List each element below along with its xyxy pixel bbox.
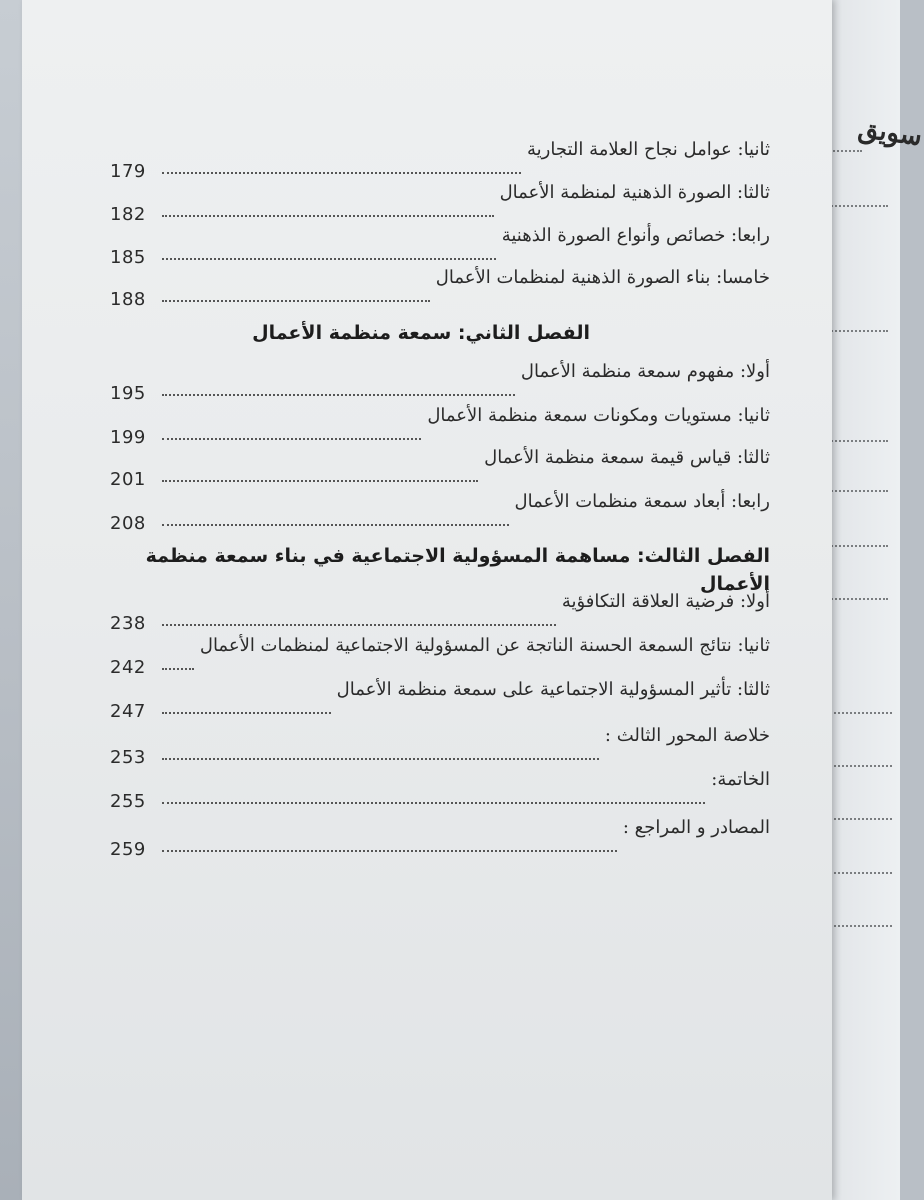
toc-page-number: 253 <box>110 747 146 768</box>
toc-entry-label: ثانيا: عوامل نجاح العلامة التجارية <box>527 139 770 160</box>
dot-leader <box>162 524 509 526</box>
toc-page-number: 208 <box>110 513 146 534</box>
chapter-heading: الفصل الثالث: مساهمة المسؤولية الاجتماعية في بناء سمعة منظمة الأعمال <box>145 545 770 595</box>
toc-entry <box>110 634 770 680</box>
toc-entry-label: أولا: مفهوم سمعة منظمة الأعمال <box>520 361 770 382</box>
toc-entry <box>110 446 770 492</box>
toc-page-number: 179 <box>110 161 146 182</box>
adjacent-leader <box>828 490 888 492</box>
toc-entry-label: خلاصة المحور الثالث : <box>604 725 770 746</box>
dot-leader <box>162 480 478 482</box>
toc-page-number: 201 <box>110 469 146 490</box>
adjacent-leader <box>822 818 892 820</box>
toc-entry <box>110 266 770 312</box>
dot-leader <box>162 758 599 760</box>
toc-entry-label: ثالثا: الصورة الذهنية لمنظمة الأعمال <box>499 182 770 203</box>
toc-entry-label: ثانيا: نتائج السمعة الحسنة الناتجة عن المسؤولية الاجتماعية لمنظمات الأعمال <box>199 635 770 656</box>
toc-page-number: 182 <box>110 204 146 225</box>
dot-leader <box>162 712 331 714</box>
dot-leader <box>162 802 705 804</box>
toc-entry-label: خامسا: بناء الصورة الذهنية لمنظمات الأعمال <box>435 267 770 288</box>
adjacent-leader <box>828 545 888 547</box>
toc-page-number: 238 <box>110 613 146 634</box>
toc-entry <box>110 181 770 227</box>
toc-entry-label: المصادر و المراجع : <box>622 817 770 838</box>
toc-page-number: 259 <box>110 839 146 860</box>
toc-page-number: 185 <box>110 247 146 268</box>
dot-leader <box>162 438 421 440</box>
toc-entry-label: الخاتمة: <box>711 769 770 790</box>
adjacent-leader <box>828 330 888 332</box>
dot-leader <box>162 300 430 302</box>
toc-entry-label: ثالثا: قياس قيمة سمعة منظمة الأعمال <box>484 447 770 468</box>
toc-entry-label: ثالثا: تأثير المسؤولية الاجتماعية على سمعة منظمة الأعمال <box>336 679 770 700</box>
toc-entry <box>110 768 770 814</box>
toc-entry <box>110 404 770 450</box>
toc-entry <box>110 724 770 770</box>
adjacent-leader <box>822 765 892 767</box>
toc-entry <box>110 360 770 406</box>
adjacent-page-fragment: سويق <box>856 113 924 153</box>
toc-page-number: 255 <box>110 791 146 812</box>
toc-page-number: 199 <box>110 427 146 448</box>
toc-entry-label: رابعا: أبعاد سمعة منظمات الأعمال <box>514 491 770 512</box>
dot-leader <box>162 394 515 396</box>
toc-page-number: 188 <box>110 289 146 310</box>
toc-entry-label: رابعا: خصائص وأنواع الصورة الذهنية <box>501 225 770 246</box>
toc-entry <box>110 490 770 536</box>
chapter-heading: الفصل الثاني: سمعة منظمة الأعمال <box>252 322 590 344</box>
toc-entry-label: أولا: فرضية العلاقة التكافؤية <box>561 591 770 612</box>
toc-page-number: 247 <box>110 701 146 722</box>
toc-entry <box>110 816 770 862</box>
dot-leader <box>162 668 194 670</box>
toc-entry <box>110 678 770 724</box>
dot-leader <box>162 172 521 174</box>
toc-entry <box>110 590 770 636</box>
adjacent-leader <box>828 598 888 600</box>
toc-page-number: 195 <box>110 383 146 404</box>
dot-leader <box>162 215 494 217</box>
toc-entry <box>110 138 770 184</box>
adjacent-leader <box>822 872 892 874</box>
adjacent-leader <box>822 925 892 927</box>
toc-entry-label: ثانيا: مستويات ومكونات سمعة منظمة الأعمال <box>427 405 770 426</box>
toc-page-number: 242 <box>110 657 146 678</box>
dot-leader <box>162 258 496 260</box>
adjacent-leader <box>828 440 888 442</box>
adjacent-leader <box>822 712 892 714</box>
dot-leader <box>162 624 556 626</box>
toc-entry <box>110 224 770 270</box>
dot-leader <box>162 850 617 852</box>
adjacent-leader <box>828 205 888 207</box>
